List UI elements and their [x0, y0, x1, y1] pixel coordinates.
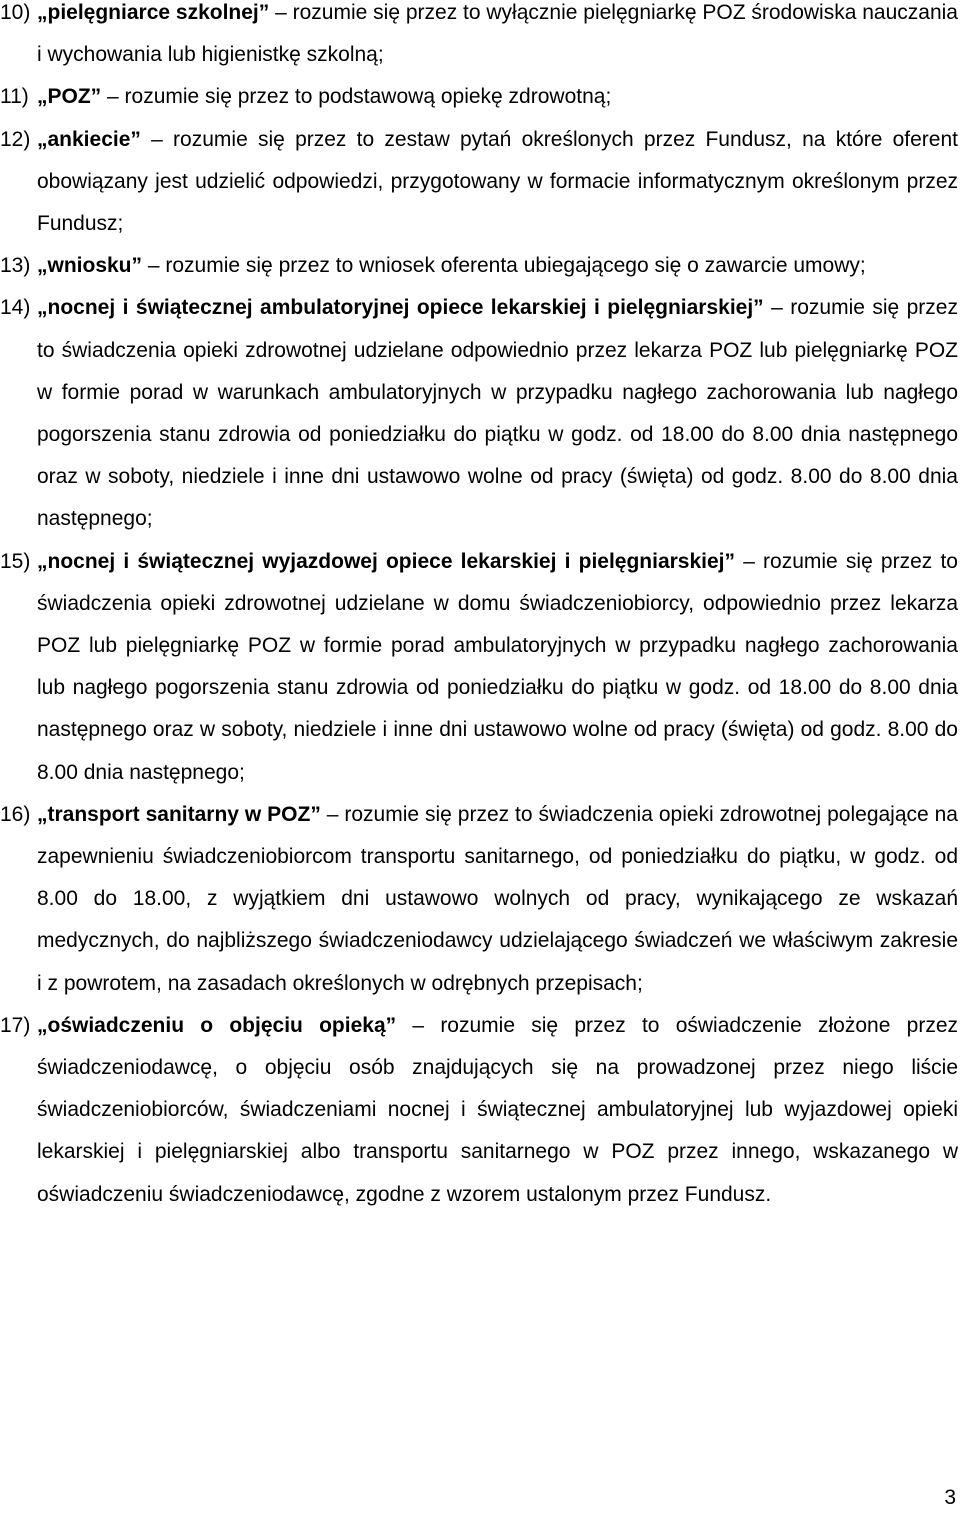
definition-item [0, 287, 960, 540]
definition-number: 15) [0, 549, 31, 573]
definition-number: 14) [0, 296, 31, 320]
definition-number: 13) [0, 254, 31, 278]
definition-text: – rozumie się przez to świadczenia opieki zdrowotnej polegające na zapewnieniu świadczeniobiorcom transportu sanitarnego, od poniedziałku do piątku, w godz. od 8.00 do 18.00, z wyjątkiem dni ustawowo wolnych od pracy, wynikającego ze wskazań medycznych, do najbliższego świadczeniodawcy udzielającego świadczeń we właściwym zakresie i z powrotem, na zasadach określonych w odrębnych przepisach; [37, 802, 958, 995]
definition-number: 11) [0, 85, 29, 109]
definition-number: 17) [0, 1013, 31, 1037]
definition-term: „pielęgniarce szkolnej” [37, 1, 270, 24]
definition-term: „wniosku” [37, 254, 143, 278]
definition-item [0, 794, 960, 1005]
definition-text: – rozumie się przez to wniosek oferenta ubiegającego się o zawarcie umowy; [142, 254, 866, 278]
definition-text: – rozumie się przez to wyłącznie pielęgniarkę POZ środowiska nauczania i wychowania lub higienistkę szkolną; [37, 1, 958, 67]
definition-item [0, 76, 960, 118]
definition-term: „oświadczeniu o objęciu opieką” [37, 1013, 397, 1037]
definition-number: 16) [0, 802, 31, 826]
definition-text: – rozumie się przez to podstawową opiekę zdrowotną; [101, 85, 612, 109]
definition-term: „transport sanitarny w POZ” [37, 802, 321, 826]
definition-term: „nocnej i świątecznej ambulatoryjnej opiece lekarskiej i pielęgniarskiej” [37, 296, 764, 320]
definition-text: – rozumie się przez to zestaw pytań określonych przez Fundusz, na które oferent obowiązany jest udzielić odpowiedzi, przygotowany w formacie informatycznym określonym przez Fundusz; [37, 127, 958, 236]
definition-item [0, 0, 960, 76]
definition-number: 12) [0, 127, 31, 151]
definition-item [0, 245, 960, 287]
definition-item [0, 119, 960, 246]
definition-item [0, 541, 960, 794]
definition-text: – rozumie się przez to oświadczenie złożone przez świadczeniodawcę, o objęciu osób znajdujących się na prowadzonej przez niego liście świadczeniobiorców, świadczeniami nocnej i świątecznej ambulatoryjnej lub wyjazdowej opieki lekarskiej i pielęgniarskiej albo transportu sanitarnego w POZ przez innego, wskazanego w oświadczeniu świadczeniodawcę, zgodne z wzorem ustalonym przez Fundusz. [37, 1013, 958, 1206]
definition-text: – rozumie się przez to świadczenia opieki zdrowotnej udzielane odpowiednio przez lekarza POZ lub pielęgniarkę POZ w formie porad w warunkach ambulatoryjnych w przypadku nagłego zachorowania lub nagłego pogorszenia stanu zdrowia od poniedziałku do piątku w godz. od 18.00 do 8.00 dnia następnego oraz w soboty, niedziele i inne dni ustawowo wolne od pracy (święta) od godz. 8.00 do 8.00 dnia następnego; [37, 296, 958, 531]
definition-text: – rozumie się przez to świadczenia opieki zdrowotnej udzielane w domu świadczeniobiorcy, odpowiednio przez lekarza POZ lub pielęgniarkę POZ w formie porad ambulatoryjnych w przypadku nagłego zachorowania lub nagłego pogorszenia stanu zdrowia od poniedziałku do piątku w godz. od 18.00 do 8.00 dnia następnego oraz w soboty, niedziele i inne dni ustawowo wolne od pracy (święta) od godz. 8.00 do 8.00 dnia następnego; [37, 549, 958, 784]
definition-number: 10) [0, 1, 31, 24]
definition-item [0, 1005, 960, 1216]
page-number: 3 [944, 1486, 956, 1509]
definition-term: „nocnej i świątecznej wyjazdowej opiece lekarskiej i pielęgniarskiej” [37, 549, 736, 573]
definition-term: „ankiecie” [37, 127, 141, 151]
definition-term: „POZ” [37, 85, 102, 109]
